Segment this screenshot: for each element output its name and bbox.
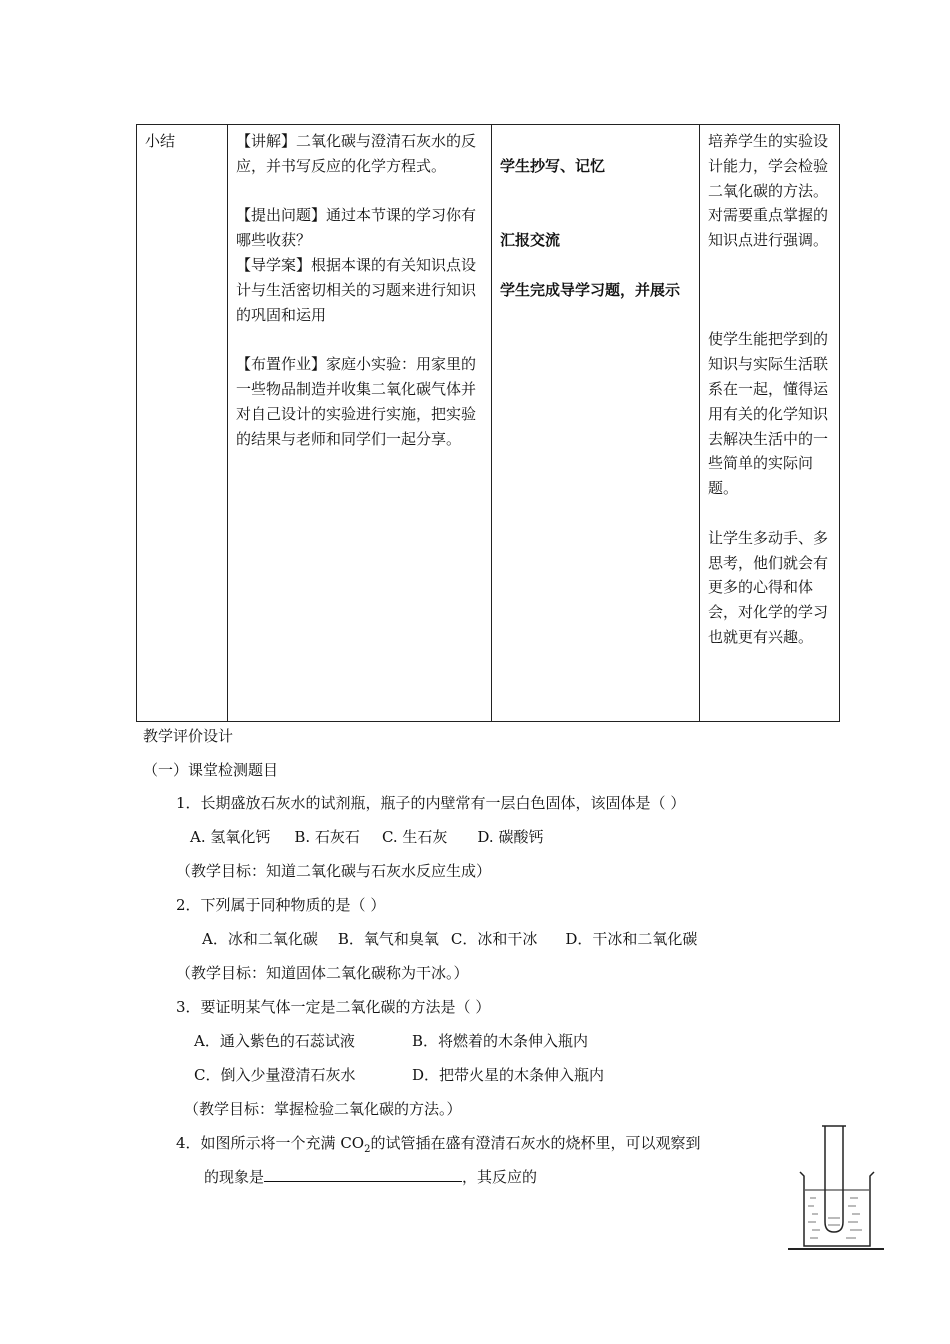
student-copy: 学生抄写、记忆 [500,156,606,175]
test-tube [825,1126,843,1232]
q4-text-a: 4．如图所示将一个充满 CO [176,1134,365,1152]
lesson-table [136,124,840,722]
q2-goal: （教学目标：知道固体二氧化碳称为干冰。） [176,964,469,982]
tag-explain: 【讲解】 [236,132,297,150]
q1-option-d: D. 碳酸钙 [477,828,544,846]
q4-text-c: 的现象是 [204,1168,265,1186]
question-4 [176,1133,700,1160]
question-1: 1．长期盛放石灰水的试剂瓶，瓶子的内壁常有一层白色固体，该固体是（ ） [176,794,686,812]
intent-3: 使学生能把学到的知识与实际生活联系在一起，懂得运用有关的化学知识去解决生活中的一些简单的实际问题。 [708,330,829,498]
text-explain: 二氧化碳与澄清石灰水的反应，并书写反应的化学方程式。 [236,132,477,175]
question-3: 3．要证明某气体一定是二氧化碳的方法是（ ） [176,998,491,1016]
q2-option-a: A．冰和二氧化碳 [202,930,318,948]
text-guide: 根据本课的有关知识点设计与生活密切相关的习题来进行知识的巩固和运用 [236,255,477,324]
section-title: （一）课堂检测题目 [143,761,279,779]
q4-text-b: 的试管插在盛有澄清石灰水的烧杯里，可以观察到 [370,1134,701,1152]
q3-option-d: D．把带火星的木条伸入瓶内 [412,1066,605,1084]
question-4-line-2 [204,1167,537,1187]
teacher-para-1 [236,129,483,179]
teacher-activity-cell [228,125,492,722]
q3-option-c: C．倒入少量澄清石灰水 [194,1066,356,1084]
student-exercise: 学生完成导学习题，并展示 [500,280,681,299]
beaker [800,1172,874,1246]
q3-option-a: A．通入紫色的石蕊试液 [194,1032,355,1050]
text-homework: 家庭小实验：用家里的一些物品制造并收集二氧化碳气体并对自己设计的实验进行实施，把实验的结果与老师和同学们一起分享。 [236,355,477,448]
q4-text-d: ，其反应的 [462,1168,538,1186]
q2-options [202,929,697,949]
q2-option-d: D．干冰和二氧化碳 [565,930,698,948]
stage-label: 小结 [145,132,176,150]
q3-option-b: B．将燃着的木条伸入瓶内 [412,1032,589,1050]
q4-subscript: 2 [364,1144,371,1155]
student-report: 汇报交流 [500,231,561,250]
text-question: 通过本节课的学习你有哪些收获？ [236,206,477,250]
q1-option-a: A. 氢氧化钙 [190,828,271,846]
teacher-para-3 [236,253,483,327]
q2-option-b: B．氧气和臭氧 [337,930,439,948]
stage-cell [137,125,228,722]
design-intent-cell [700,125,840,722]
q3-goal: （教学目标：掌握检验二氧化碳的方法。） [184,1100,462,1118]
intent-1: 培养学生的实验设计能力，学会检验二氧化碳的方法。 [708,132,829,200]
intent-4: 让学生多动手、多思考，他们就会有更多的心得和体会，对化学的学习也就更有兴趣。 [708,528,829,646]
q1-option-b: B. 石灰石 [294,828,360,846]
tag-question: 【提出问题】 [236,206,327,225]
q2-option-c: C．冰和干冰 [450,930,538,948]
tag-homework: 【布置作业】 [236,355,327,374]
beaker-test-tube-illustration [786,1122,886,1254]
student-activity-cell [492,125,700,722]
q1-goal: （教学目标：知道二氧化碳与石灰水反应生成） [176,862,492,880]
answer-blank[interactable] [264,1167,462,1182]
eval-heading: 教学评价设计 [143,727,234,745]
question-2: 2．下列属于同种物质的是（ ） [176,896,386,914]
q1-options [190,827,543,847]
q1-option-c: C. 生石灰 [381,828,448,846]
intent-2: 对需要重点掌握的知识点进行强调。 [708,206,829,250]
tag-guide: 【导学案】 [236,255,312,274]
teacher-para-4 [236,352,483,451]
teacher-para-2 [236,203,483,253]
